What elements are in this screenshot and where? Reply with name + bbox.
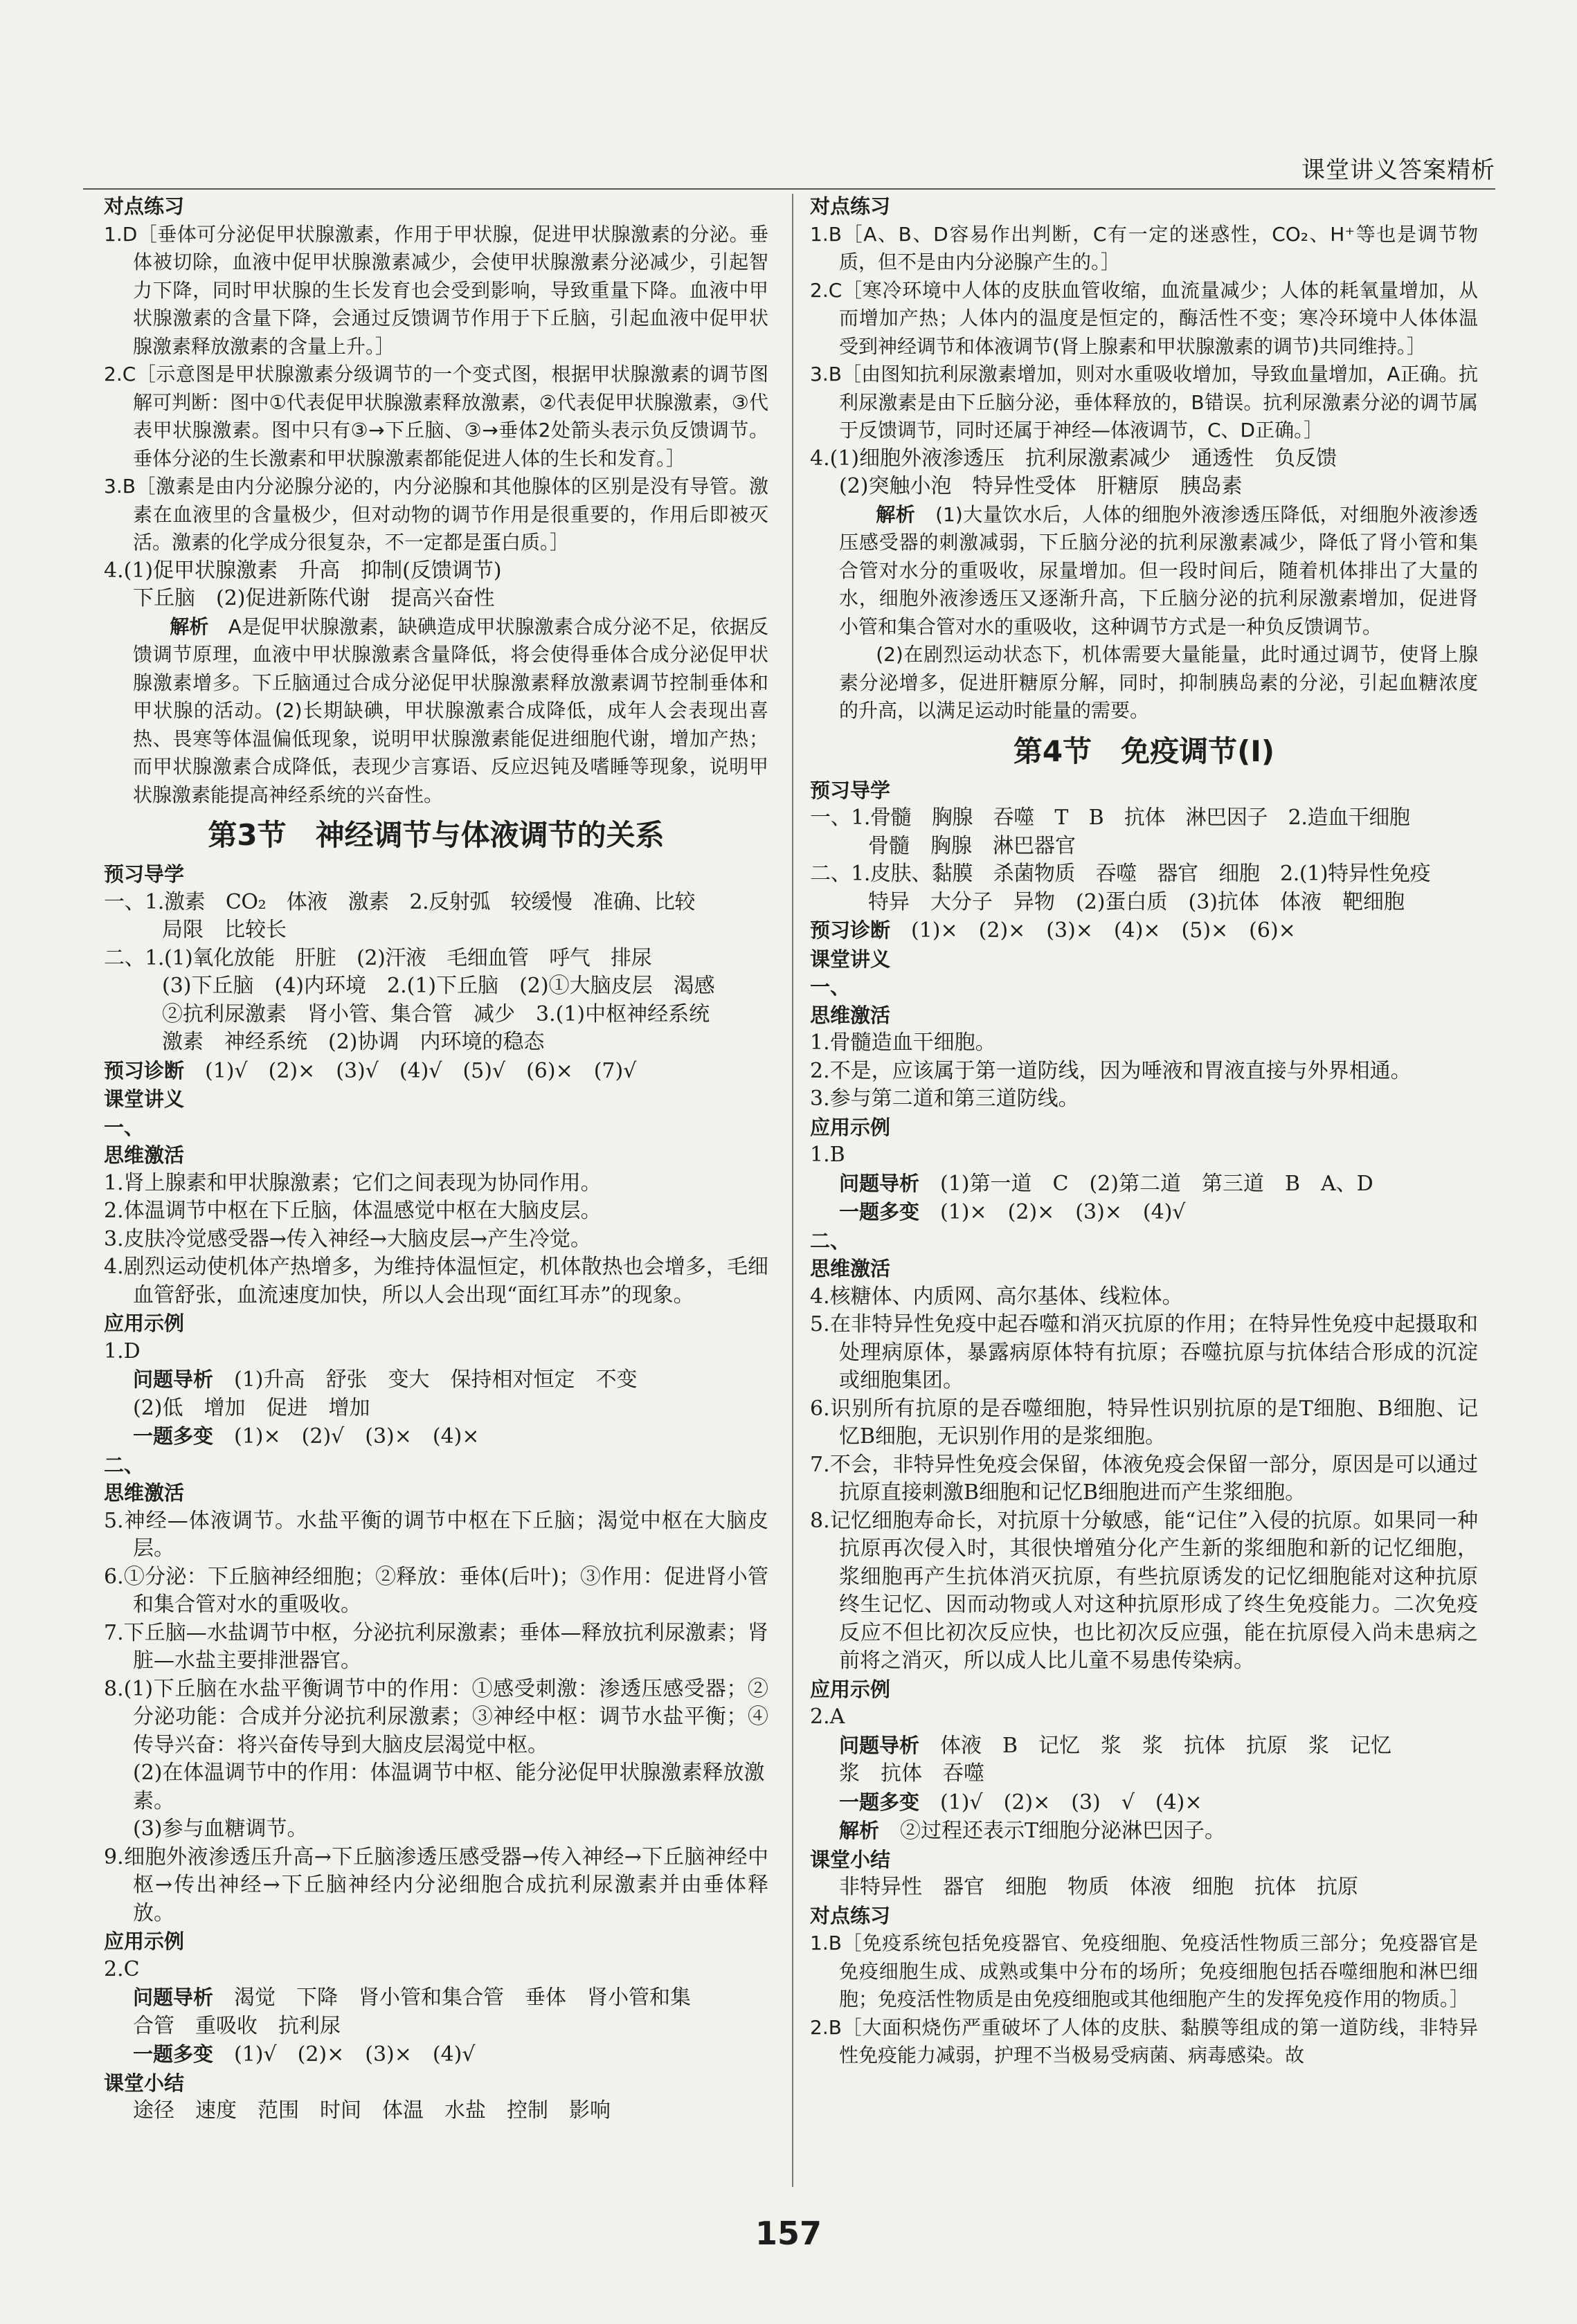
analysis-text: (1)大量饮水后，人体的细胞外液渗透压降低，对细胞外液渗透压感受器的刺激减弱，下丘脑分泌的抗利尿激素减少，降低了肾小管和集合管对水分的重吸收，尿量增加。但一段时间后，随着机体排出了大量的水，细胞外液渗透压又逐渐升高，下丘脑分泌的抗利尿激素增加，促进肾小管和集合管对水的重吸收，这种调节方式是一种负反馈调节。 [839, 502, 1478, 638]
preview-line: 局限 比较长 [162, 918, 287, 942]
analysis-line [810, 1817, 1478, 1846]
answer-continuation: (2)突触小泡 特异性受体 肝糖原 胰岛素 [839, 474, 1243, 498]
think-item: 3.参与第二道和第三道防线。 [810, 1087, 1079, 1111]
subheading: 思维激活 [104, 1481, 185, 1505]
guide-label: 问题导析 [133, 1986, 214, 2009]
think-item: 6.识别所有抗原的是吞噬细胞，特异性识别抗原的是T细胞、B细胞、记忆B细胞，无识别作用的是浆细胞。 [810, 1396, 1478, 1449]
apply-answer: 1.B [810, 1143, 845, 1167]
diagnosis-label: 预习诊断 [104, 1058, 185, 1082]
guide-line: 合管 重吸收 抗利尿 [133, 2013, 341, 2038]
guide-line [104, 1365, 768, 1395]
guide-text: 体液 B 记忆 浆 浆 抗体 抗原 浆 记忆 [919, 1733, 1392, 1758]
think-item: 5.神经—体液调节。水盐平衡的调节中枢在下丘脑；渴觉中枢在大脑皮层。 [104, 1508, 768, 1561]
subheading: 课堂小结 [104, 2071, 185, 2095]
analysis-text: ②过程还表示T细胞分泌淋巴因子。 [879, 1819, 1226, 1843]
answer-item: 2.C［寒冷环境中人体的皮肤血管收缩，血流量减少；人体的耗氧量增加，从而增加产热；人体内的温度是恒定的，酶活性不变；寒冷环境中人体体温受到神经调节和体液调节(肾上腺素和甲状腺激素的调节)共同维持。］ [810, 278, 1478, 358]
guide-text: 渴觉 下降 肾小管和集合管 垂体 肾小管和集 [213, 1986, 692, 2010]
multi-line [104, 2040, 768, 2069]
subheading: 课堂讲义 [104, 1087, 185, 1111]
preview-diagnosis [104, 1057, 768, 1086]
answer-item: 2.C［示意图是甲状腺激素分级调节的一个变式图，根据甲状腺激素的调节图解可判断：图中①代表促甲状腺激素释放激素，②代表促甲状腺激素，③代表甲状腺激素。图中只有③→下丘脑、③→垂体2处箭头表示负反馈调节。垂体分泌的生长激素和甲状腺激素都能促进人体的生长和发育。］ [104, 363, 768, 470]
analysis-paragraph [810, 501, 1478, 642]
analysis-label: 解析 [170, 615, 209, 638]
answer-item: 1.B［A、B、D容易作出判断，C有一定的迷惑性，CO₂、H⁺等也是调节物质，但不是由内分泌腺产生的。］ [810, 222, 1478, 273]
multi-line [810, 1198, 1478, 1227]
think-item: 2.体温调节中枢在下丘脑，体温感觉中枢在大脑皮层。 [104, 1199, 602, 1223]
multi-text: (1)√ (2)× (3) √ (4)× [919, 1790, 1202, 1815]
left-column [104, 192, 768, 2125]
summary-line: 途径 速度 范围 时间 体温 水盐 控制 影响 [133, 2098, 611, 2123]
guide-text: (1)第一道 C (2)第二道 第三道 B A、D [919, 1171, 1373, 1196]
guide-label: 问题导析 [839, 1733, 920, 1757]
section-title: 第4节 免疫调节(Ⅰ) [1013, 734, 1275, 768]
apply-answer: 1.D [104, 1338, 141, 1363]
subheading: 课堂小结 [810, 1847, 891, 1871]
guide-line: 浆 抗体 吞噬 [839, 1761, 984, 1786]
subheading: 对点练习 [104, 194, 185, 218]
guide-line [810, 1732, 1478, 1761]
think-item: 3.皮肤冷觉感受器→传入神经→大脑皮层→产生冷觉。 [104, 1226, 592, 1251]
subheading: 预习导学 [104, 862, 185, 886]
multi-label: 一题多变 [133, 1424, 214, 1448]
think-item: 8.记忆细胞寿命长，对抗原十分敏感，能“记住”入侵的抗原。如果同一种抗原再次侵入时，其很快增殖分化产生新的浆细胞和新的记忆细胞，浆细胞再产生抗体消灭抗原，有些抗原诱发的记忆细胞能对这种抗原终生记忆、因而动物或人对这种抗原形成了终生免疫能力。二次免疫反应不但比初次反应快，也比初次反应强，能在抗原侵入尚未患病之前将之消灭，所以成人比儿童不易患传染病。 [810, 1508, 1478, 1673]
analysis-label: 解析 [839, 1819, 880, 1842]
subheading: 应用示例 [104, 1930, 185, 1953]
preview-line: 二、1.(1)氧化放能 肝脏 (2)汗液 毛细血管 呼气 排尿 [104, 945, 652, 970]
guide-line: (2)低 增加 促进 增加 [133, 1395, 370, 1420]
think-item: 6.①分泌：下丘脑神经细胞；②释放：垂体(后叶)；③作用：促进肾小管和集合管对水的重吸收。 [104, 1564, 768, 1617]
subheading: 应用示例 [810, 1677, 891, 1701]
preview-line: 特异 大分子 异物 (2)蛋白质 (3)抗体 体液 靶细胞 [868, 889, 1405, 914]
analysis-text: A是促甲状腺激素，缺碘造成甲状腺激素合成分泌不足，依据反馈调节原理，血液中甲状腺激素含量降低，将会使得垂体合成分泌促甲状腺激素增多。下丘脑通过合成分泌促甲状腺激素释放激素调节控制垂体和甲状腺的活动。(2)长期缺碘，甲状腺激素合成降低，成年人会表现出喜热、畏寒等体温偏低现象，说明甲状腺激素能促进细胞代谢，增加产热；而甲状腺激素合成降低，表现少言寡语、反应迟钝及嗜睡等现象，说明甲状腺激素能提高神经系统的兴奋性。 [133, 615, 768, 806]
think-item: 1.肾上腺素和甲状腺激素；它们之间表现为协同作用。 [104, 1170, 602, 1195]
part-label: 一、 [810, 975, 851, 999]
analysis-paragraph [104, 613, 768, 810]
preview-line: 一、1.激素 CO₂ 体液 激素 2.反射弧 较缓慢 准确、比较 [104, 889, 696, 914]
think-continuation: (3)参与血糖调节。 [133, 1817, 308, 1841]
answer-item: 1.B［免疫系统包括免疫器官、免疫细胞、免疫活性物质三部分；免疫器官是免疫细胞生成、成熟或集中分布的场所；免疫细胞包括吞噬细胞和淋巴细胞；免疫活性物质是由免疫细胞或其他细胞产生的发挥免疫作用的物质。］ [810, 1932, 1478, 2010]
subheading: 思维激活 [104, 1143, 185, 1167]
right-column [810, 192, 1478, 2070]
think-continuation: (2)在体温调节中的作用：体温调节中枢、能分泌促甲状腺激素释放激素。 [133, 1761, 765, 1813]
guide-line [104, 1983, 768, 2013]
think-item: 5.在非特异性免疫中起吞噬和消灭抗原的作用；在特异性免疫中起摄取和处理病原体，暴露病原体特有抗原；吞噬抗原与抗体结合形成的沉淀或细胞集团。 [810, 1312, 1478, 1392]
multi-label: 一题多变 [133, 2042, 214, 2066]
preview-line: 一、1.骨髓 胸腺 吞噬 T B 抗体 淋巴因子 2.造血干细胞 [810, 806, 1410, 830]
guide-label: 问题导析 [839, 1171, 920, 1195]
subheading: 对点练习 [810, 1903, 891, 1927]
think-item: 7.下丘脑—水盐调节中枢，分泌抗利尿激素；垂体—释放抗利尿激素；肾脏—水盐主要排泄器官。 [104, 1620, 768, 1673]
answer-item: 3.B［由图知抗利尿激素增加，则对水重吸收增加，导致血量增加，A正确。抗利尿激素是由下丘脑分泌，垂体释放的，B错误。抗利尿激素分泌的调节属于反馈调节，同时还属于神经—体液调节，C、D正确。］ [810, 363, 1478, 442]
page-number: 157 [755, 2215, 822, 2252]
multi-line [104, 1422, 768, 1451]
subheading: 应用示例 [104, 1311, 185, 1335]
section-title: 第3节 神经调节与体液调节的关系 [208, 818, 665, 852]
think-item: 4.剧烈运动使机体产热增多，为维持体温恒定，机体散热也会增多，毛细血管舒张，血流速度加快，所以人会出现“面红耳赤”的现象。 [104, 1255, 768, 1307]
answer-item: 4.(1)促甲状腺激素 升高 抑制(反馈调节) [104, 558, 502, 583]
multi-label: 一题多变 [839, 1790, 920, 1814]
guide-label: 问题导析 [133, 1368, 214, 1391]
preview-line: 骨髓 胸腺 淋巴器官 [868, 833, 1076, 858]
diagnosis-text: (1)× (2)× (3)× (4)× (5)× (6)× [890, 918, 1296, 943]
multi-label: 一题多变 [839, 1200, 920, 1224]
guide-line [810, 1170, 1478, 1199]
diagnosis-text: (1)√ (2)× (3)√ (4)√ (5)√ (6)× (7)√ [184, 1058, 637, 1083]
subheading: 课堂讲义 [810, 947, 891, 971]
column-divider [792, 194, 793, 2187]
analysis-paragraph: (2)在剧烈运动状态下，机体需要大量能量，此时通过调节，使肾上腺素分泌增多，促进肝糖原分解，同时，抑制胰岛素的分泌，引起血糖浓度的升高，以满足运动时能量的需要。 [839, 643, 1478, 722]
preview-diagnosis [810, 916, 1478, 945]
answer-item: 2.B［大面积烧伤严重破坏了人体的皮肤、黏膜等组成的第一道防线，非特异性免疫能力减弱，护理不当极易受病菌、病毒感染。故 [810, 2015, 1478, 2067]
multi-text: (1)× (2)√ (3)× (4)× [213, 1424, 480, 1449]
think-item: 4.核糖体、内质网、高尔基体、线粒体。 [810, 1284, 1183, 1309]
part-label: 二、 [104, 1453, 145, 1477]
answer-continuation: 下丘脑 (2)促进新陈代谢 提高兴奋性 [133, 586, 495, 610]
part-label: 一、 [104, 1115, 145, 1139]
think-item: 2.不是，应该属于第一道防线，因为唾液和胃液直接与外界相通。 [810, 1058, 1412, 1083]
subheading: 思维激活 [810, 1003, 891, 1027]
preview-line: 二、1.皮肤、黏膜 杀菌物质 吞噬 器官 细胞 2.(1)特异性免疫 [810, 862, 1431, 886]
guide-text: (1)升高 舒张 变大 保持相对恒定 不变 [213, 1368, 638, 1392]
part-label: 二、 [810, 1228, 851, 1253]
multi-text: (1)√ (2)× (3)× (4)√ [213, 2042, 476, 2067]
answer-item: 4.(1)细胞外液渗透压 抗利尿激素减少 通透性 负反馈 [810, 446, 1337, 471]
preview-line: ②抗利尿激素 肾小管、集合管 减少 3.(1)中枢神经系统 [162, 1001, 710, 1026]
apply-answer: 2.C [104, 1957, 140, 1981]
preview-line: 激素 神经系统 (2)协调 内环境的稳态 [162, 1030, 545, 1054]
multi-text: (1)× (2)× (3)× (4)√ [919, 1200, 1186, 1224]
subheading: 预习导学 [810, 778, 891, 802]
answer-item: 3.B［激素是由内分泌腺分泌的，内分泌腺和其他腺体的区别是没有导管。激素在血液里的含量极少，但对动物的调节作用是很重要的，作用后即被灭活。激素的化学成分很复杂，不一定都是蛋白质。］ [104, 475, 768, 554]
analysis-label: 解析 [876, 502, 916, 526]
subheading: 对点练习 [810, 194, 891, 218]
page-header: 课堂讲义答案精析 [1301, 156, 1495, 184]
think-item: 1.骨髓造血干细胞。 [810, 1031, 996, 1055]
think-item: 7.不会，非特异性免疫会保留，体液免疫会保留一部分，原因是可以通过抗原直接刺激B细胞和记忆B细胞进而产生浆细胞。 [810, 1452, 1478, 1505]
header-rule [83, 188, 1495, 190]
preview-line: (3)下丘脑 (4)内环境 2.(1)下丘脑 (2)①大脑皮层 渴感 [162, 974, 715, 998]
summary-line: 非特异性 器官 细胞 物质 体液 细胞 抗体 抗原 [839, 1875, 1358, 1899]
subheading: 应用示例 [810, 1115, 891, 1139]
apply-answer: 2.A [810, 1705, 845, 1729]
multi-line [810, 1788, 1478, 1817]
answer-item: 1.D［垂体可分泌促甲状腺激素，作用于甲状腺，促进甲状腺激素的分泌。垂体被切除，血液中促甲状腺激素减少，会使甲状腺激素分泌减少，引起智力下降，同时甲状腺的生长发育也会受到影响，导致重量下降。血液中甲状腺激素的含量下降，会通过反馈调节作用于下丘脑，引起血液中促甲状腺激素释放激素的含量上升。］ [104, 222, 768, 358]
think-item: 8.(1)下丘脑在水盐平衡调节中的作用：①感受刺激：渗透压感受器；②分泌功能：合成并分泌抗利尿激素；③神经中枢：调节水盐平衡；④传导兴奋：将兴奋传导到大脑皮层渴觉中枢。 [104, 1676, 768, 1757]
think-item: 9.细胞外液渗透压升高→下丘脑渗透压感受器→传入神经→下丘脑神经中枢→传出神经→下丘脑神经内分泌细胞合成抗利尿激素并由垂体释放。 [104, 1844, 768, 1925]
subheading: 思维激活 [810, 1257, 891, 1280]
diagnosis-label: 预习诊断 [810, 918, 891, 942]
